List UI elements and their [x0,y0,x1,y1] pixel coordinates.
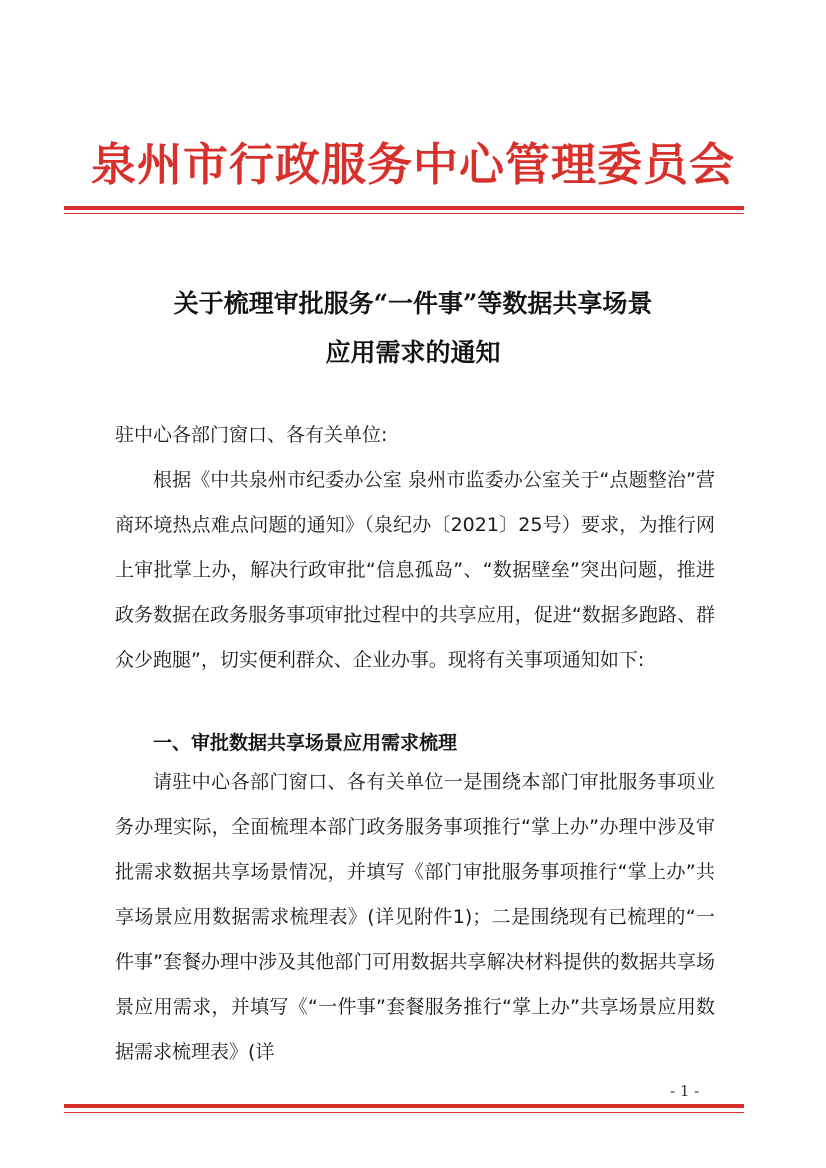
paragraph-2: 请驻中心各部门窗口、各有关单位一是围绕本部门审批服务事项业务办理实际，全面梳理本部门政务服务事项推行“掌上办”办理中涉及审批需求数据共享场景情况，并填写《部门审批服务事项推行“掌上办”共享场景应用数据需求梳理表》(详见附件1)；二是围绕现有已梳理的“一件事”套餐办理中涉及其他部门可用数据共享解决材料提供的数据共享场景应用需求，并填写《“一件事”套餐服务推行“掌上办”共享场景应用数据需求梳理表》(详 [115,771,715,1063]
addressee: 驻中心各部门窗口、各有关单位: [115,424,388,446]
page-number: - 1 - [670,1082,700,1100]
letterhead-rule-thick [64,206,744,210]
letterhead-organization: 泉州市行政服务中心管理委员会 [90,138,735,191]
notice-title-line1: 关于梳理审批服务“一件事”等数据共享场景 [173,289,653,318]
section-1-heading: 一、审批数据共享场景应用需求梳理 [153,732,458,754]
letterhead-rule-thin [64,213,744,214]
paragraph-1: 根据《中共泉州市纪委办公室 泉州市监委办公室关于“点题整治”营商环境热点难点问题的通知》（泉纪办〔2021〕25号）要求，为推行网上审批掌上办，解决行政审批“信息孤岛”、“数据壁垒”突出问题，推进政务数据在政务服务事项审批过程中的共享应用，促进“数据多跑路、群众少跑腿”，切实便利群众、企业办事。现将有关事项通知如下: [115,469,715,671]
footer-rule-thick [64,1104,744,1108]
footer-rule-thin [64,1112,744,1113]
notice-title-line2: 应用需求的通知 [325,338,501,367]
